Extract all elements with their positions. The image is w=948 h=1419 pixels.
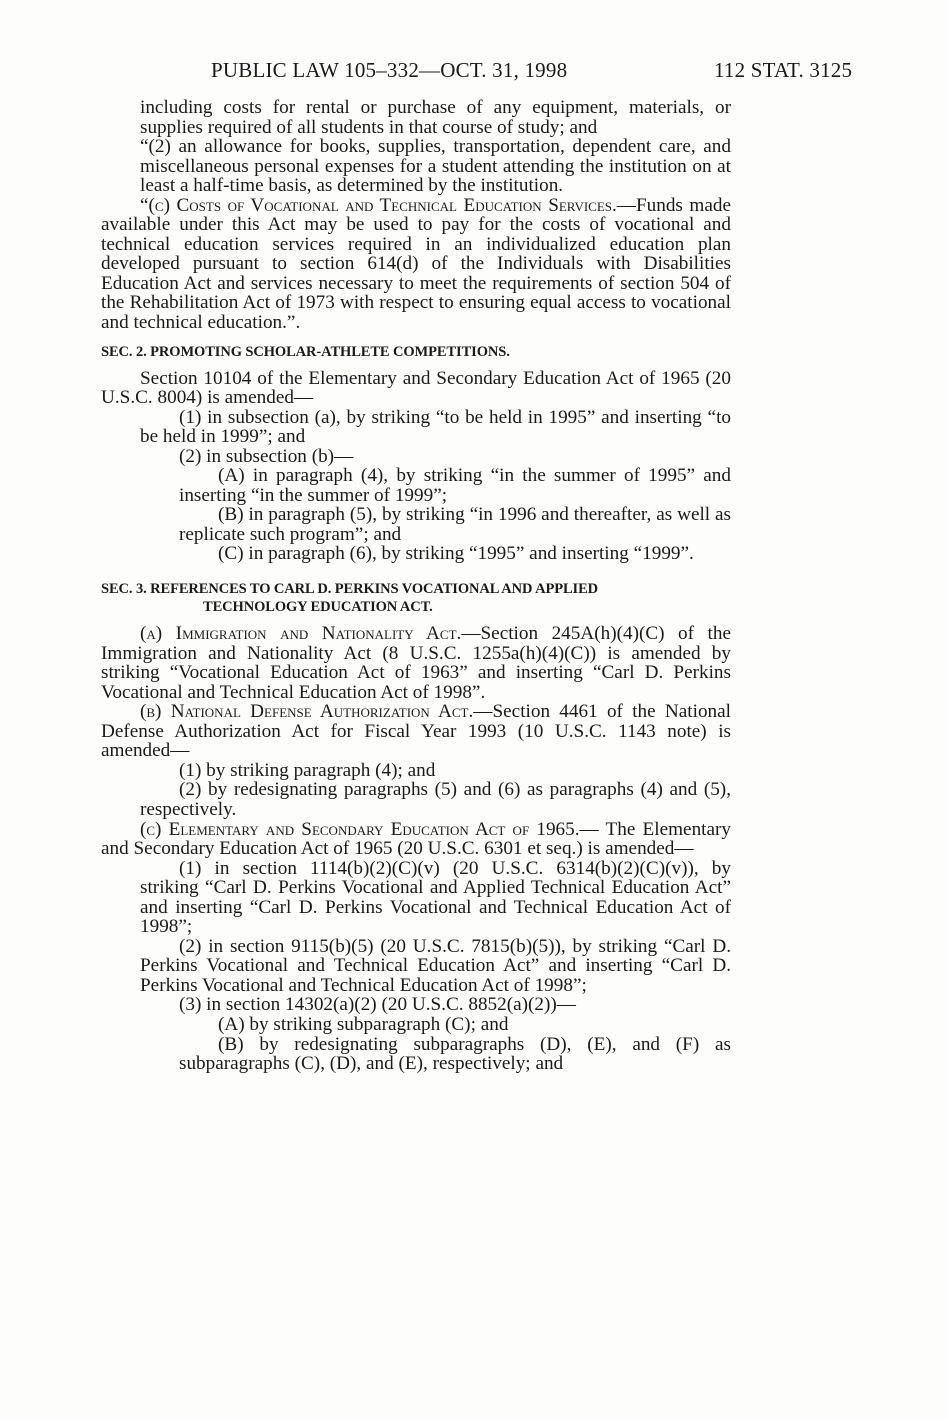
section-3b-item-2: (2) by redesignating paragraphs (5) and (6) as paragraphs (4) and (5), respectively. [140, 779, 731, 820]
section-3c-item-3a: (A) by striking subparagraph (C); and [218, 1013, 509, 1035]
subsection-c-costs [101, 196, 731, 333]
paragraph-allowance [101, 137, 731, 196]
section-2-item-1: (1) in subsection (a), by striking “to be held in 1995” and inserting “to be held in 1999”; and [140, 406, 731, 448]
section-2-item-2b: (B) in paragraph (5), by striking “in 1996 and thereafter, as well as replicate such program”; and [179, 504, 731, 545]
section-3a-heading: (a) Immigration and Nationality Act. [140, 623, 462, 645]
section-3-heading [101, 580, 731, 616]
section-3c-item-2: (2) in section 9115(b)(5) (20 U.S.C. 7815(b)(5)), by striking “Carl D. Perkins Vocational and Technical Education Act” and inserting “Carl D. Perkins Vocational and Technical Education Act of 1998”; [140, 935, 731, 996]
paragraph-allowance-text: “(2) an allowance for books, supplies, transportation, dependent care, and miscellaneous personal expenses for a student attending the institution on at least a half-time basis, as determined by the institution. [140, 136, 731, 197]
section-3c-text: — The Elementary and Secondary Education Act of 1965 (20 U.S.C. 6301 et seq.) is amended— [101, 818, 731, 860]
section-3-heading-line-2: TECHNOLOGY EDUCATION ACT. [203, 599, 433, 616]
running-title: PUBLIC LAW 105–332—OCT. 31, 1998 [211, 58, 568, 82]
document-body [101, 98, 731, 1074]
section-3c-item-3b: (B) by redesignating subparagraphs (D), (E), and (F) as subparagraphs (C), (D), and (E), respectively; and [179, 1033, 731, 1075]
section-3c-item-1: (1) in section 1114(b)(2)(C)(v) (20 U.S.C. 6314(b)(2)(C)(v)), by striking “Carl D. Perkins Vocational and Applied Technical Education Act” and inserting “Carl D. Perkins Vocational and Technical Education Act of 1998”; [140, 857, 731, 938]
section-2-item-2: (2) in subsection (b)— [179, 445, 354, 467]
section-3b [101, 702, 731, 761]
paragraph-continued: including costs for rental or purchase of any equipment, materials, or supplies required of all students in that course of study; and [140, 97, 731, 138]
section-3b-text: —Section 4461 of the National Defense Authorization Act for Fiscal Year 1993 (10 U.S.C. 1143 note) is amended— [101, 701, 731, 762]
stat-page-number: 112 STAT. 3125 [714, 58, 853, 82]
subsection-c-heading: “(c) Costs of Vocational and Technical Education Services. [140, 194, 617, 216]
section-2-heading: SEC. 2. PROMOTING SCHOLAR-ATHLETE COMPETITIONS. [101, 343, 510, 360]
subsection-c-text: —Funds made available under this Act may be used to pay for the costs of vocational and technical education services required in an individualized education plan developed pursuant to section 614(d) of the Individuals with Disabilities Education Act and services necessary to meet the requirements of section 504 of the Rehabilitation Act of 1973 with respect to ensuring equal access to vocational and technical education.”. [101, 194, 731, 334]
section-3a [101, 624, 731, 702]
section-3a-text: —Section 245A(h)(4)(C) of the Immigration and Nationality Act (8 U.S.C. 1255a(h)(4)(C)) is amended by striking “Vocational Education Act of 1963” and inserting “Carl D. Perkins Vocational and Technical Education Act of 1998”. [101, 623, 731, 703]
section-3c-item-3: (3) in section 14302(a)(2) (20 U.S.C. 8852(a)(2))— [179, 994, 576, 1016]
section-2-item-2a: (A) in paragraph (4), by striking “in the summer of 1995” and inserting “in the summer of 1999”; [179, 465, 731, 506]
running-header [0, 58, 948, 84]
section-3b-item-1: (1) by striking paragraph (4); and [179, 759, 436, 781]
section-2-item-2c: (C) in paragraph (6), by striking “1995” and inserting “1999”. [218, 543, 694, 565]
section-3-heading-line-1: SEC. 3. REFERENCES TO CARL D. PERKINS VOCATIONAL AND APPLIED [101, 581, 599, 598]
section-3c-heading: (c) Elementary and Secondary Education Act of 1965. [140, 818, 580, 840]
section-2-intro: Section 10104 of the Elementary and Secondary Education Act of 1965 (20 U.S.C. 8004) is amended— [101, 367, 731, 409]
section-3c [101, 820, 731, 859]
section-3b-heading: (b) National Defense Authorization Act. [140, 701, 474, 723]
